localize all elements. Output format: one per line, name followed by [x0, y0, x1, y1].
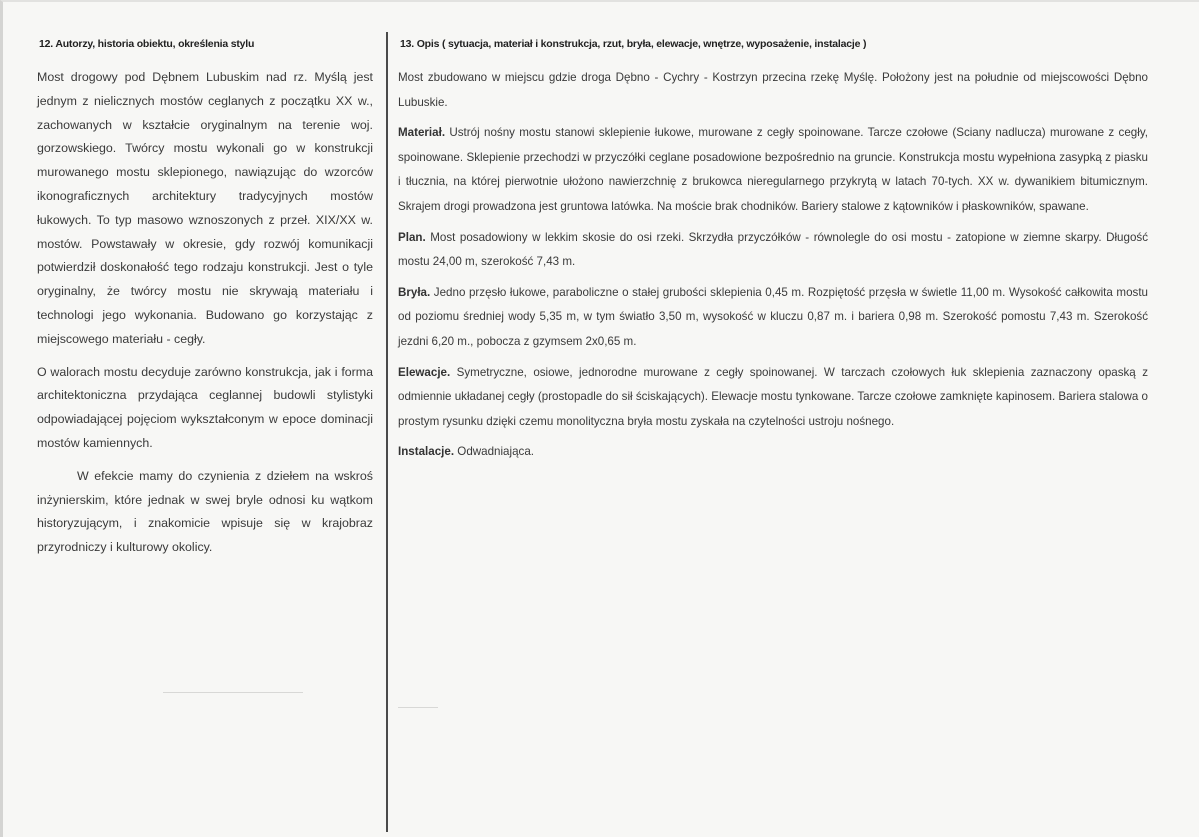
- material-text: Ustrój nośny mostu stanowi sklepienie łukowe, murowane z cegły spoinowane. Tarcze czołowe (Sciany nadlucza) murowane z cegły, spoinowane. Sklepienie przechodzi w przyczółki ceglane posadowione bezpośrednio na gruncie. Konstrukcja mostu wypełniona zasypką z piasku i tłucznia, na której pierwotnie ułożono nawierzchnię z brukowca nieregularnego przykrytą w latach 70-tych. XX w. dywanikiem bitumicznym. Skrajem drogi prowadzona jest gruntowa latówka. Na moście brak chodników. Bariery stalowe z kątowników i płaskowników, spawane.: [398, 126, 1148, 213]
- form-paragraph: [398, 281, 1148, 355]
- section-13-heading: 13. Opis ( sytuacja, materiał i konstrukcja, rzut, bryła, elewacje, wnętrze, wyposażenie, instalacje ): [400, 38, 867, 50]
- form-label: Bryła.: [398, 285, 431, 299]
- elevations-text: Symetryczne, osiowe, jednorodne murowane z cegły spoinowanej. W tarczach czołowych łuk sklepienia zaznaczony opaską z odmiennie układanej cegły (prostopadle do sił ściskających). Elewacje mostu tynkowane. Tarcze czołowe zamknięte kapinosem. Bariera stalowa o prostym rysunku dzięki czemu monolityczna bryła mostu zyskała na czytelności ustroju nośnego.: [398, 365, 1148, 428]
- material-label: Materiał.: [398, 126, 446, 140]
- history-paragraph-1: Most drogowy pod Dębnem Lubuskim nad rz. Myślą jest jednym z nielicznych mostów ceglanych z początku XX w., zachowanych w kształcie oryginalnym na terenie woj. gorzowskiego. Twórcy mostu wykonali go w konstrukcji murowanego mostu sklepionego, nawiązując do wzorców ikonograficznych architektury tradycyjnych mostów łukowych. To typ masowo wznoszonych z przeł. XIX/XX w. mostów. Powstawały w okresie, gdy rozwój komunikacji potwierdził doskonałość tego rodzaju konstrukcji. Jest o tyle oryginalny, że twórcy mostu nie skrywają materiału i technologi jego wykonania. Budowano go korzystając z miejscowego materiału - cegły.: [37, 70, 373, 346]
- scan-artifact-mark: [398, 707, 438, 708]
- left-column: [37, 38, 373, 569]
- column-divider: [386, 32, 388, 832]
- history-paragraph-3: W efekcie mamy do czynienia z dziełem na wskroś inżynierskim, które jednak w swej bryle odnosi ku wątkom historyzującym, i znakomicie wpisuje się w krajobraz przyrodniczy i kulturowy okolicy.: [37, 468, 373, 555]
- installations-text: Odwadniająca.: [454, 445, 534, 459]
- form-text: Jedno przęsło łukowe, paraboliczne o stałej grubości sklepienia 0,45 m. Rozpiętość przęsła w świetle 11,00 m. Wysokość całkowita mostu od poziomu średniej wody 5,35 m, w tym światło 3,50 m, wysokość w kluczu 0,87 m. i bariera 0,98 m. Szerokość pomostu 7,43 m. Szerokość jezdni 6,20 m., pobocza z gzymsem 2x0,65 m.: [398, 285, 1148, 348]
- plan-label: Plan.: [398, 230, 426, 244]
- description-intro: Most zbudowano w miejscu gdzie droga Dębno - Cychry - Kostrzyn przecina rzekę Myślę. Położony jest na południe od miejscowości Dębno Lubuskie.: [398, 71, 1148, 109]
- history-paragraph-2: O walorach mostu decyduje zarówno konstrukcja, jak i forma architektoniczna przydająca ceglannej budowli stylistyki odpowiadającej pojęciom wykształconym w epoce dominacji mostów kamiennych.: [37, 364, 373, 450]
- section-12-heading: 12. Autorzy, historia obiektu, określenia stylu: [39, 38, 255, 50]
- plan-paragraph: [398, 226, 1148, 275]
- material-paragraph: [398, 121, 1148, 219]
- right-column: [398, 38, 1148, 471]
- scan-artifact-line: [163, 692, 303, 693]
- elevations-label: Elewacje.: [398, 365, 451, 379]
- installations-paragraph: [398, 440, 1148, 465]
- plan-text: Most posadowiony w lekkim skosie do osi rzeki. Skrzydła przyczółków - równolegle do osi mostu - zatopione w ziemne skarpy. Długość mostu 24,00 m, szerokość 7,43 m.: [398, 230, 1148, 269]
- elevations-paragraph: [398, 361, 1148, 435]
- installations-label: Instalacje.: [398, 445, 455, 459]
